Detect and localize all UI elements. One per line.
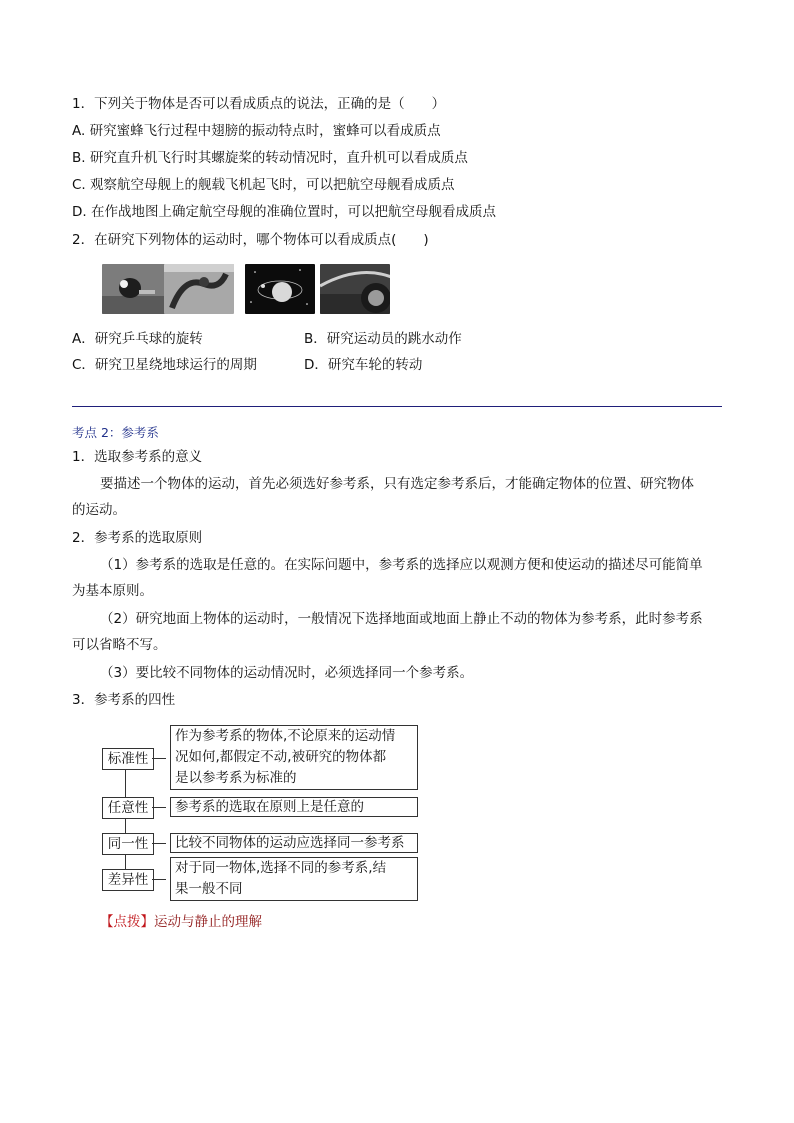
desc-uniformity-line: 比较不同物体的运动应选择同一参考系 xyxy=(175,835,405,851)
p2-item3: （3）要比较不同物体的运动情况时，必须选择同一个参考系。 xyxy=(100,665,474,681)
p3-title: 3．参考系的四性 xyxy=(72,692,176,708)
p2-item2-a: （2）研究地面上物体的运动时，一般情况下选择地面或地面上静止不动的物体为参考系，此时参考系 xyxy=(100,611,703,627)
arrow-standard xyxy=(152,758,166,759)
q1-stem: 1．下列关于物体是否可以看成质点的说法，正确的是（ ） xyxy=(72,96,446,112)
desc-standard-line: 作为参考系的物体,不论原来的运动情 xyxy=(175,728,396,744)
q1-option-c: C. 观察航空母舰上的舰载飞机起飞时，可以把航空母舰看成质点 xyxy=(72,177,455,193)
p1-text-a: 要描述一个物体的运动，首先必须选好参考系，只有选定参考系后，才能确定物体的位置、研究物体 xyxy=(100,476,694,492)
label-arbitrary: 任意性 xyxy=(102,797,154,819)
p2-item1-a: （1）参考系的选取是任意的。在实际问题中，参考系的选择应以观测方便和使运动的描述尽可能简单 xyxy=(100,557,703,573)
p2-item2-b: 可以省略不写。 xyxy=(72,637,167,653)
diver-image xyxy=(164,264,234,314)
p1-text-b: 的运动。 xyxy=(72,502,126,518)
desc-standard-line: 是以参考系为标准的 xyxy=(175,770,297,786)
section-divider xyxy=(72,406,722,407)
desc-uniformity xyxy=(170,833,418,853)
q2-option-a: A．研究乒乓球的旋转 xyxy=(72,331,203,347)
p2-item1-b: 为基本原则。 xyxy=(72,583,153,599)
desc-difference-line: 果一般不同 xyxy=(175,881,243,897)
satellite-earth-image xyxy=(245,264,315,314)
p2-title: 2．参考系的选取原则 xyxy=(72,530,203,546)
tip-text: 运动与静止的理解 xyxy=(154,914,262,930)
ping-pong-image xyxy=(102,264,172,314)
q1-option-a: A. 研究蜜蜂飞行过程中翅膀的振动特点时，蜜蜂可以看成质点 xyxy=(72,123,441,139)
desc-standard xyxy=(170,725,418,790)
label-standard: 标准性 xyxy=(102,748,154,770)
desc-difference xyxy=(170,857,418,901)
desc-standard-line: 况如何,都假定不动,被研究的物体都 xyxy=(175,749,387,765)
label-difference: 差异性 xyxy=(102,869,154,891)
tip-line xyxy=(100,912,262,932)
q2-option-d: D．研究车轮的转动 xyxy=(304,357,423,373)
diagram-spine xyxy=(125,768,126,878)
q2-stem: 2．在研究下列物体的运动时，哪个物体可以看成质点( ) xyxy=(72,232,429,248)
arrow-difference xyxy=(152,879,166,880)
q2-option-c: C．研究卫星绕地球运行的周期 xyxy=(72,357,257,373)
label-uniformity: 同一性 xyxy=(102,833,154,855)
p1-title: 1．选取参考系的意义 xyxy=(72,449,203,465)
desc-arbitrary-line: 参考系的选取在原则上是任意的 xyxy=(175,799,364,815)
desc-difference-line: 对于同一物体,选择不同的参考系,结 xyxy=(175,860,387,876)
section-title: 考点 2：参考系 xyxy=(72,425,159,440)
q2-option-b: B．研究运动员的跳水动作 xyxy=(304,331,462,347)
arrow-uniformity xyxy=(152,843,166,844)
q1-option-d: D. 在作战地图上确定航空母舰的准确位置时，可以把航空母舰看成质点 xyxy=(72,204,496,220)
arrow-arbitrary xyxy=(152,807,166,808)
car-wheel-image xyxy=(320,264,390,314)
q1-option-b: B. 研究直升机飞行时其螺旋桨的转动情况时，直升机可以看成质点 xyxy=(72,150,468,166)
desc-arbitrary xyxy=(170,797,418,817)
tip-tag: 【点拨】 xyxy=(100,914,154,930)
